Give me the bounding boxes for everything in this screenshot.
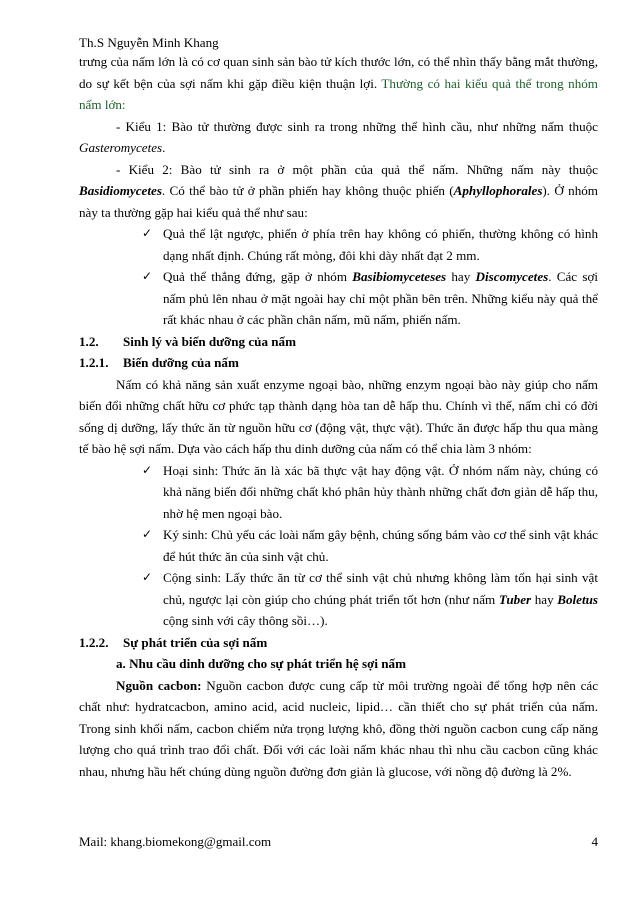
list-item: ✓ Quả thể thẳng đứng, gặp ở nhóm Basibiomyceteses hay Discomycetes. Các sợi nấm phủ lên nhau ở mặt ngoài hay chỉ một phần bên trên. Những kiểu này quả thể rất khác nhau ở các phần chân nấm, mũ nấm, phiến nấm. (142, 266, 598, 331)
footer-mail: Mail: khang.biomekong@gmail.com (79, 834, 272, 849)
list-item: ✓ Hoại sinh: Thức ăn là xác bã thực vật hay động vật. Ở nhóm nấm này, chúng có khả năng biến đổi những chất khó phân hủy thành những chất đơn giản dễ hấp thu, nhờ hệ men ngoại bào. (142, 460, 598, 525)
page-footer (79, 834, 598, 850)
list-item: ✓ Quả thể lật ngược, phiến ở phía trên hay không có phiến, thường không có hình dạng nhất định. Chúng rất mỏng, đôi khi dày nhất đạt 2 mm. (142, 223, 598, 266)
page-header-author: Th.S Nguyễn Minh Khang (79, 35, 219, 50)
kieu2-paragraph: - Kiểu 2: Bào tử sinh ra ở một phần của quả thể nấm. Những nấm này thuộc Basidiomycetes. Có thể bào tử ở phần phiến hay không thuộc phiến (Aphyllophorales). Ở nhóm này ta thường gặp hai kiểu quả thể như sau: (79, 161, 598, 220)
list-item: ✓ Ký sinh: Chủ yếu các loài nấm gây bệnh, chúng sống bám vào cơ thể sinh vật khác để hút thức ăn của sinh vật chủ. (142, 524, 598, 567)
check-icon: ✓ (142, 527, 153, 541)
section-heading-1-2: 1.2. Sinh lý và biến dưỡng của nấm (79, 333, 297, 349)
intro-green-text: Thường có hai kiểu quả thể trong nhóm nấm lớn: (79, 75, 598, 112)
kieu2-bullet-list (79, 223, 598, 331)
section-heading-1-2-1: 1.2.1. Biến dưỡng của nấm (79, 355, 239, 370)
page-number: 4 (591, 834, 598, 849)
carbon-paragraph: Nguồn cacbon: Nguồn cacbon được cung cấp từ môi trường ngoài để tổng hợp nên các chất như: hydratcacbon, amino acid, acid nucleic, lipid… cần thiết cho sự phát triển của nấm. Trong sinh khối nấm, cacbon chiếm nửa trọng lượng khô, đồng thời nguồn cacbon cung cấp năng lượng cho quá trình trao đổi chất. Đối với các loài nấm khác nhau thì nhu cầu cacbon cũng khác nhau, nhưng hầu hết chúng dùng nguồn đường đơn giản là glucose, với nồng độ đường là 2%. (79, 677, 599, 779)
intro-paragraph: trưng của nấm lớn là có cơ quan sinh sản bào tử kích thước lớn, có thể nhìn thấy bằng mắt thường, do sự kết bện của sợi nấm khi gặp điều kiện thuận lợi. Thường có hai kiểu quả thể trong nhóm nấm lớn: (79, 54, 598, 112)
section-heading-1-2-2: 1.2.2. Sự phát triển của sợi nấm (79, 634, 268, 650)
list-item: ✓ Cộng sinh: Lấy thức ăn từ cơ thể sinh vật chủ nhưng không làm tổn hại sinh vật chủ, ngược lại còn giúp cho chúng phát triển tốt hơn (như nấm Tuber hay Boletus cộng sinh với cây thông sồi…). (142, 567, 598, 632)
subheading-a: a. Nhu cầu dinh dưỡng cho sự phát triển hệ sợi nấm (116, 656, 406, 671)
check-icon: ✓ (142, 462, 153, 477)
nutrition-bullet-list (79, 460, 598, 632)
kieu1-paragraph: - Kiểu 1: Bào tử thường được sinh ra trong những thể hình cầu, như những nấm thuộc Gasteromycetes. (79, 118, 598, 155)
metabolism-paragraph: Nấm có khả năng sản xuất enzyme ngoại bào, những enzym ngoại bào này giúp cho nấm biến đổi những chất hữu cơ phức tạp thành dạng hòa tan dễ hấp thu. Chính vì thế, nấm chỉ có đời sống dị dưỡng, lấy thức ăn từ nguồn hữu cơ (động vật, thực vật). Thức ăn được hấp thu qua màng tế bào hệ sợi nấm. Dựa vào cách hấp thu dinh dưỡng của nấm có thể chia làm 3 nhóm: (79, 376, 598, 456)
check-icon: ✓ (142, 226, 153, 240)
check-icon: ✓ (142, 269, 153, 283)
check-icon: ✓ (142, 570, 153, 584)
